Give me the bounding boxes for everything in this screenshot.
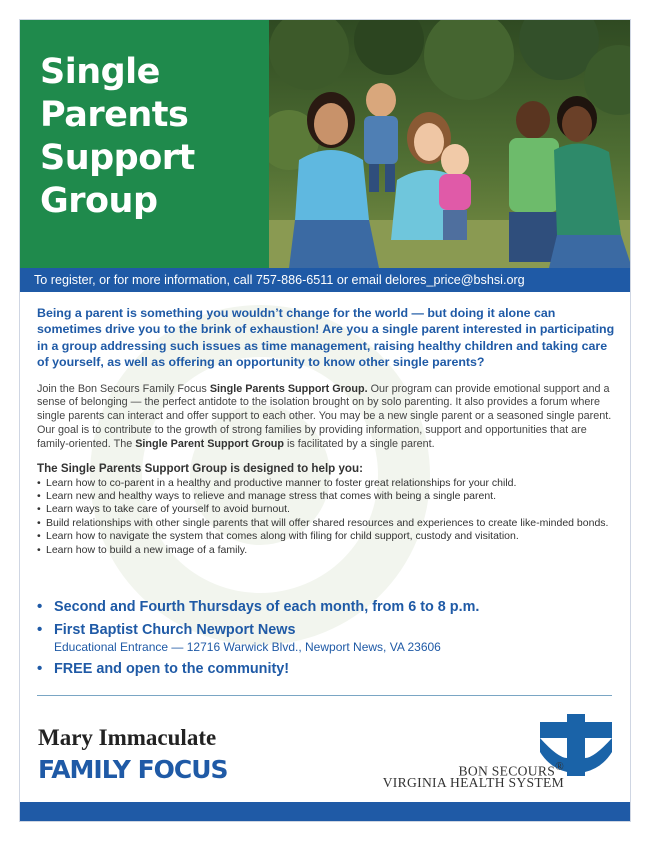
title-line-1: Single	[40, 52, 160, 92]
register-bar: To register, or for more information, call 757-886-6511 or email delores_price@bshsi.org	[20, 268, 631, 292]
intro-paragraph: Being a parent is something you wouldn’t change for the world — but doing it alone can sometimes drive you to the brink of exhaustion! Are you a single parent interested in participating in a group addressing such issues as time management, raising healthy children and taking care of yourself, as well as offering an opportunity to know other single parents?	[37, 306, 615, 370]
list-item: • Learn ways to take care of yourself to avoid burnout.	[37, 503, 617, 516]
list-item: • Learn how to co-parent in a healthy and productive manner to foster great relationships for your child.	[37, 477, 617, 490]
bottom-bar	[20, 802, 631, 822]
free-text: FREE and open to the community!	[54, 661, 290, 677]
bon-secours-line-1: BON SECOURS	[458, 763, 556, 779]
bon-secours-system: VIRGINIA HEALTH SYSTEM	[382, 775, 564, 790]
hero-section	[20, 20, 631, 268]
title-line-2: Parents	[40, 95, 189, 135]
logo-line-1: Mary Immaculate	[38, 725, 217, 750]
body-text-3: is facilitated by a single parent.	[283, 437, 435, 450]
bullet-icon: •	[37, 660, 43, 677]
list-item: • Build relationships with other single parents that will offer shared resources and experiences to create like-minded bonds.	[37, 517, 617, 530]
event-free	[37, 660, 617, 678]
body-bold-1: Single Parents Support Group.	[209, 382, 368, 395]
event-details	[37, 598, 617, 678]
title-line-3: Support	[40, 138, 195, 178]
event-venue	[37, 621, 617, 655]
schedule-text: Second and Fourth Thursdays of each month, from 6 to 8 p.m.	[54, 599, 480, 615]
list-item: • Learn how to navigate the system that comes along with filing for child support, custody and visitation.	[37, 530, 617, 543]
body-text-2: Our program can provide emotional support and a sense of belonging — the perfect antidote to the isolation brought on by solo parenting. It also provides a forum where single parents can interact and offer support to each other. You may be a new single parent or a seasoned single parent. Our goal is to contribute to the growth of strong families by providing information, support and opportunities that are family-oriented. The	[37, 382, 612, 450]
main-content	[37, 305, 617, 557]
flyer	[19, 19, 631, 822]
page-title	[40, 51, 195, 223]
venue-text: First Baptist Church Newport News	[54, 622, 296, 638]
registered-mark: ®	[555, 761, 564, 773]
event-schedule	[37, 598, 617, 616]
list-title: The Single Parents Support Group is designed to help you:	[37, 461, 363, 475]
body-text-1: Join the Bon Secours Family Focus	[37, 382, 210, 395]
divider	[37, 695, 612, 696]
body-paragraph	[37, 383, 617, 452]
family-photo	[269, 20, 631, 268]
list-item: • Learn how to build a new image of a family.	[37, 544, 617, 557]
bullet-icon: •	[37, 621, 43, 638]
title-panel	[20, 20, 269, 268]
address-text: Educational Entrance — 12716 Warwick Blvd., Newport News, VA 23606	[54, 640, 441, 654]
bon-secours-logo	[372, 714, 612, 794]
bullet-icon: •	[37, 598, 43, 615]
logo-line-2: FAMILY FOCUS	[38, 755, 228, 784]
help-list	[37, 477, 617, 557]
family-photo-illustration	[269, 20, 631, 268]
list-item: • Learn new and healthy ways to relieve and manage stress that comes with being a single parent.	[37, 490, 617, 503]
mary-immaculate-logo	[38, 725, 228, 785]
title-line-4: Group	[40, 181, 158, 221]
body-bold-2: Single Parent Support Group	[135, 437, 284, 450]
